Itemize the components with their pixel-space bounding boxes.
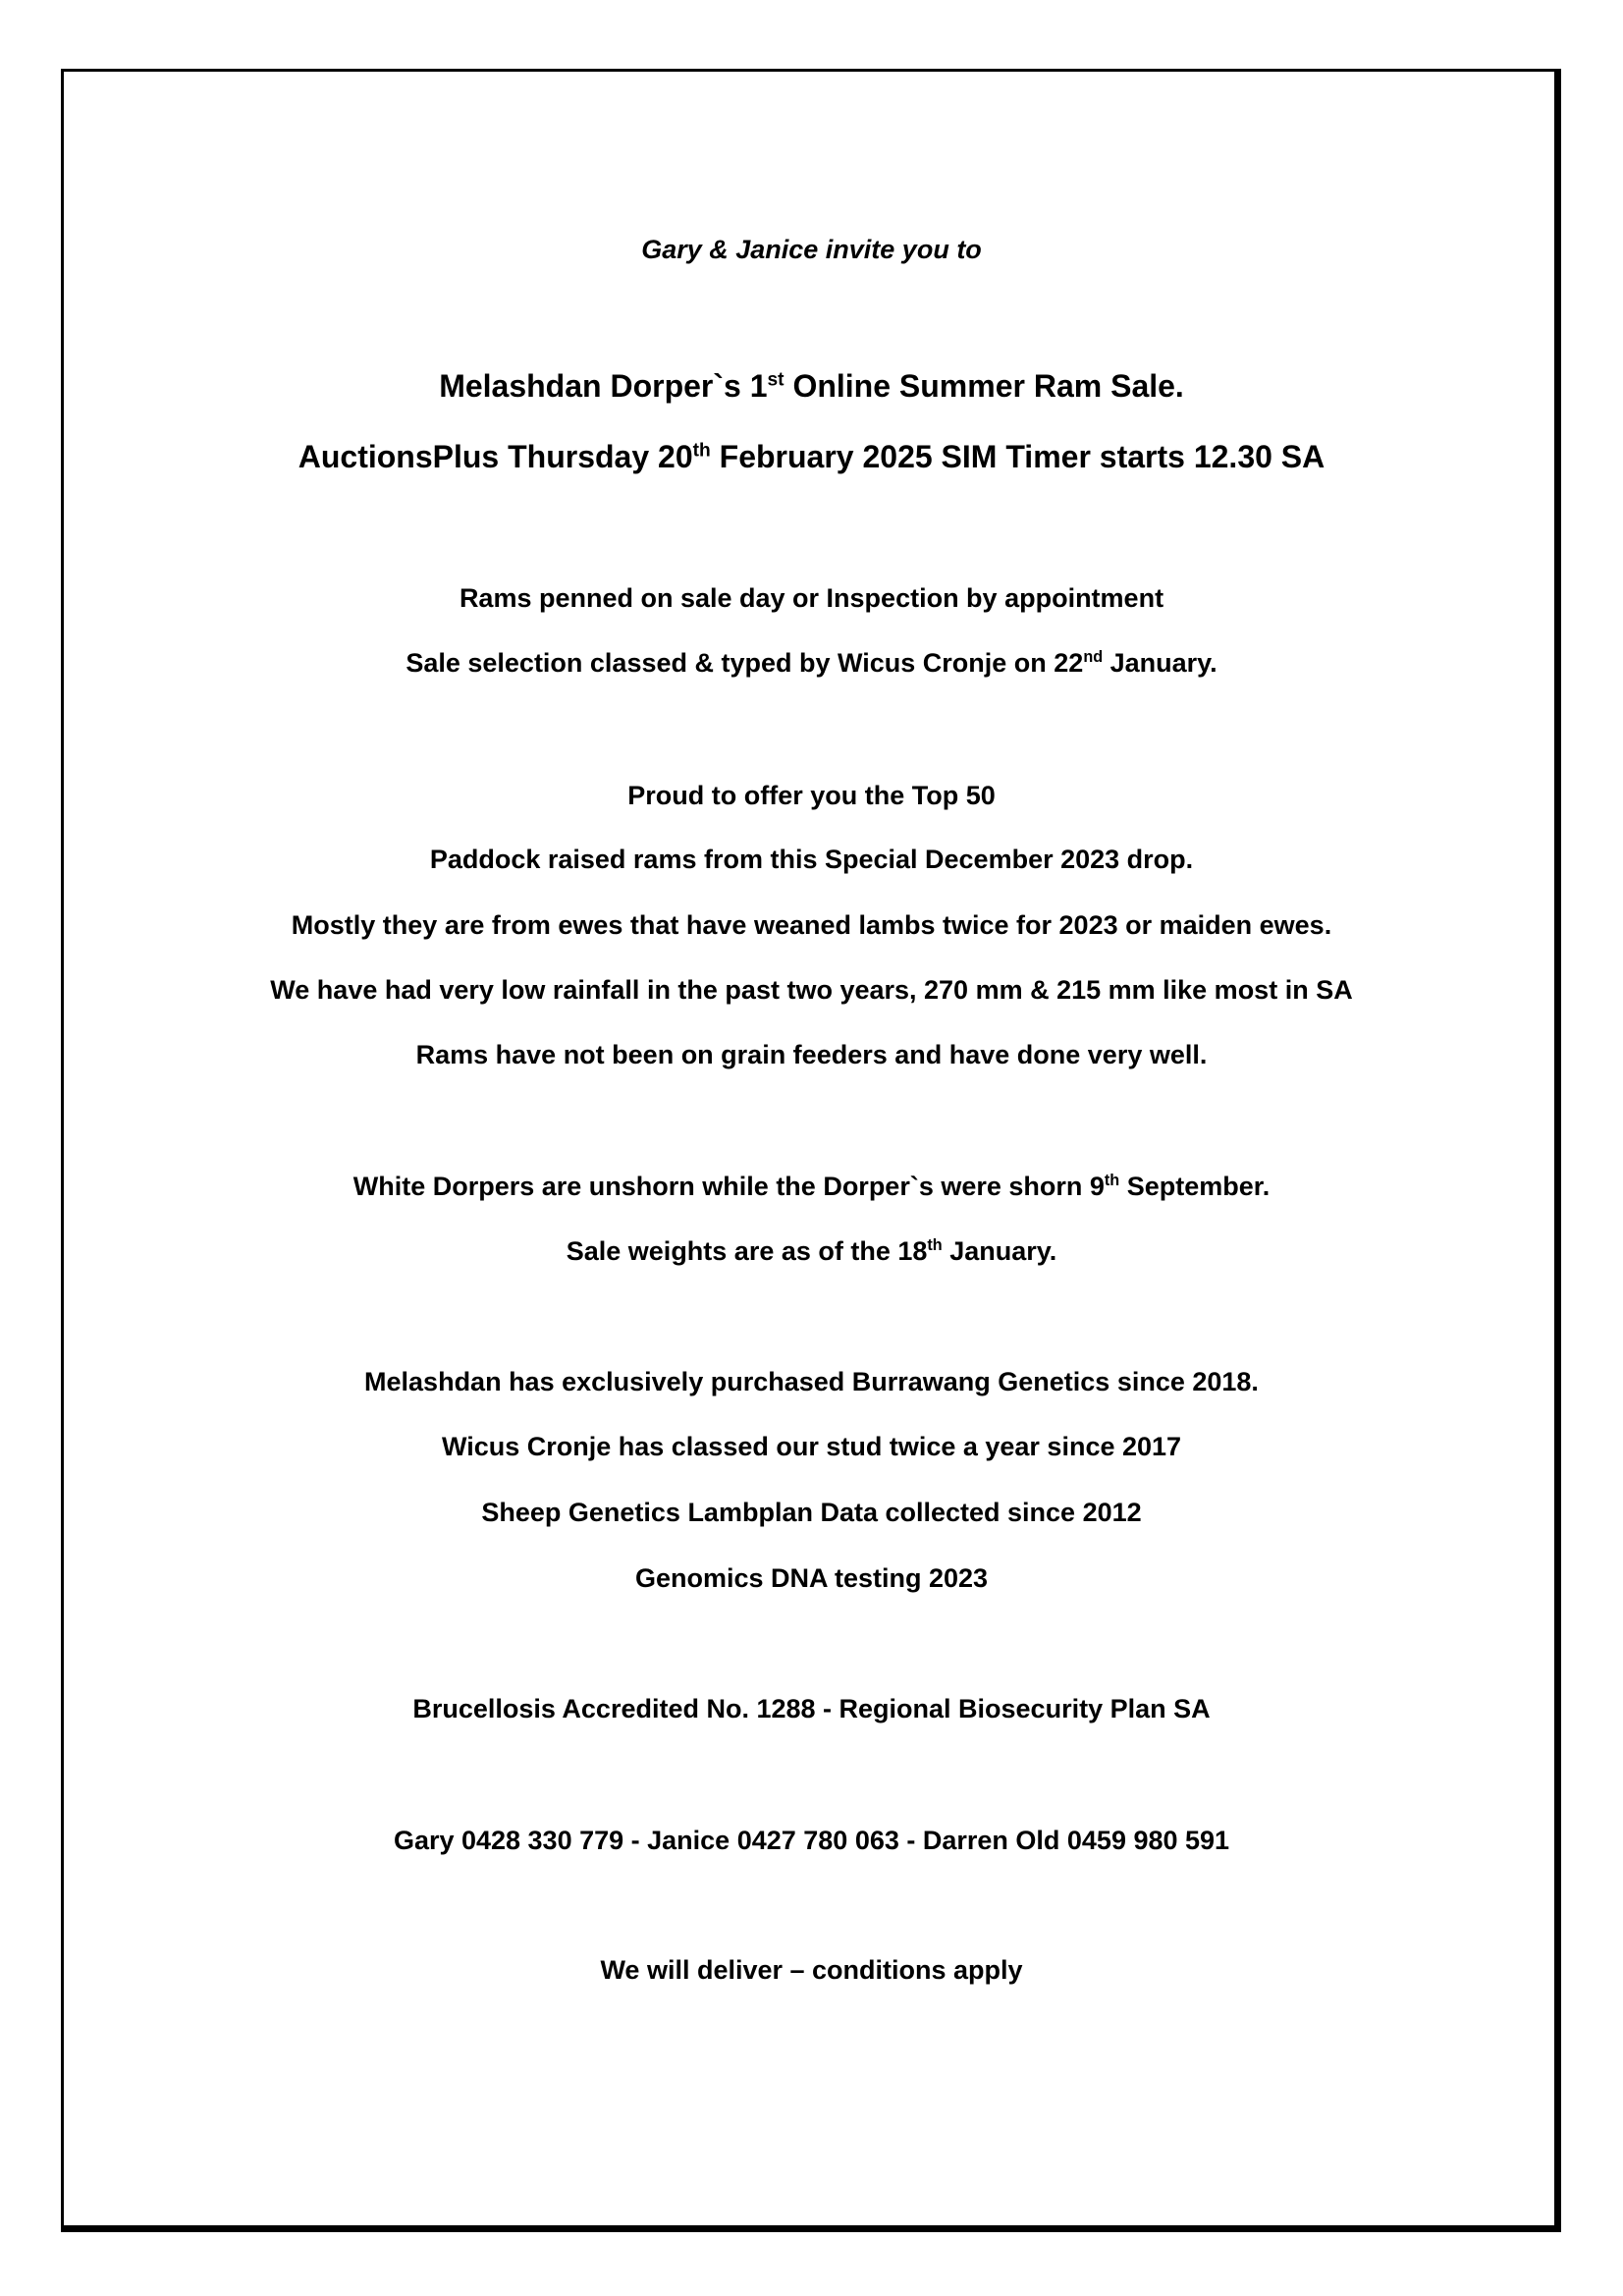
intro-text: Gary & Janice invite you to — [641, 235, 982, 264]
inspection-text: Rams penned on sale day or Inspection by appointment — [459, 583, 1164, 613]
genetics-line: Wicus Cronje has classed our stud twice a year since 2017 — [441, 1432, 1182, 1461]
classed-b: January. — [1103, 648, 1217, 678]
offer-line: We have had very low rainfall in the past two years, 270 mm & 215 mm like most in SA — [270, 975, 1353, 1005]
title-text: Melashdan Dorper`s 1 — [439, 368, 768, 404]
offer-line: Mostly they are from ewes that have weaned lambs twice for 2023 or maiden ewes. — [291, 910, 1332, 940]
shorn-a: White Dorpers are unshorn while the Dorper`s were shorn 9 — [352, 1172, 1105, 1201]
weights-b: January. — [942, 1236, 1057, 1266]
offer-line: Paddock raised rams from this Special December 2023 drop. — [429, 845, 1194, 874]
shorn-b: September. — [1119, 1172, 1271, 1201]
shorn-sup: th — [1104, 1172, 1120, 1189]
weights-a: Sale weights are as of the 18 — [566, 1236, 928, 1266]
shorn-text — [0, 1170, 1623, 1203]
genetics-line: Melashdan has exclusively purchased Burrawang Genetics since 2018. — [364, 1367, 1259, 1396]
weights-sup: th — [927, 1236, 943, 1254]
classed-sup: nd — [1083, 648, 1104, 666]
classed-a: Sale selection classed & typed by Wicus Cronje on 22 — [406, 648, 1084, 678]
offer-line: Rams have not been on grain feeders and have done very well. — [415, 1040, 1208, 1069]
title-text-end: Online Summer Ram Sale. — [784, 368, 1184, 404]
weights-text — [0, 1234, 1623, 1268]
date-text: AuctionsPlus Thursday 20 — [298, 439, 693, 474]
title-sup: st — [767, 369, 784, 391]
genetics-line: Genomics DNA testing 2023 — [634, 1563, 989, 1593]
classed-text — [0, 646, 1623, 680]
genetics-line: Sheep Genetics Lambplan Data collected since 2012 — [481, 1498, 1142, 1527]
date-sup: th — [692, 440, 711, 462]
sale-date — [0, 437, 1623, 476]
date-text-end: February 2025 SIM Timer starts 12.30 SA — [710, 439, 1325, 474]
sale-title — [0, 366, 1623, 406]
brucellosis-text: Brucellosis Accredited No. 1288 - Regional Biosecurity Plan SA — [412, 1694, 1211, 1723]
offer-line: Proud to offer you the Top 50 — [627, 781, 996, 810]
delivery-text: We will deliver – conditions apply — [600, 1955, 1023, 1985]
contacts-text: Gary 0428 330 779 - Janice 0427 780 063 - Darren Old 0459 980 591 — [393, 1826, 1230, 1855]
